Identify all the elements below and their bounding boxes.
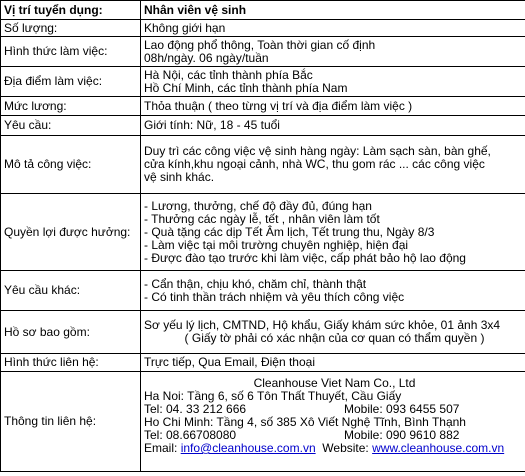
contact-info-value bbox=[141, 372, 525, 472]
benefits-label: Quyền lợi được hưởng: bbox=[1, 194, 141, 271]
hcm-address: Ho Chi Minh: Tầng 4, số 385 Xô Viết Nghệ Tĩnh, Bình Thạnh bbox=[144, 415, 466, 429]
work-form-line: 08h/ngày. 06 ngày/tuần bbox=[144, 50, 269, 65]
description-line: vệ sinh khác. bbox=[144, 170, 215, 184]
website-link[interactable]: www.cleanhouse.com.vn bbox=[372, 441, 505, 455]
row-contact-form bbox=[1, 354, 525, 372]
row-location bbox=[1, 67, 525, 97]
other-requirements-label: Yêu cầu khác: bbox=[1, 271, 141, 311]
benefit-item: - Thưởng các ngày lễ, tết , nhân viên làm tốt bbox=[144, 211, 380, 226]
row-work-form bbox=[1, 37, 525, 67]
other-requirement-item: - Cẩn thận, chịu khó, chăm chỉ, thành thật bbox=[144, 276, 367, 291]
description-line: cửa kính,khu ngoại cảnh, nhà WC, thu gom rác ... các công việc bbox=[144, 157, 485, 171]
work-form-line: Lao động phổ thông, Toàn thời gian cố định bbox=[144, 37, 376, 52]
benefit-item: - Quà tặng các dịp Tết Âm lịch, Tết trung thu, Ngày 8/3 bbox=[144, 224, 435, 239]
hanoi-tel: Tel: 04. 33 212 666 bbox=[144, 402, 247, 416]
website-label: Website: bbox=[322, 441, 369, 455]
position-value: Nhân viên vệ sinh bbox=[141, 1, 525, 20]
benefit-item: - Được đào tạo trước khi làm việc, cấp phát bảo hộ lao động bbox=[144, 250, 466, 265]
row-contact-info bbox=[1, 372, 525, 472]
row-quantity bbox=[1, 20, 525, 37]
requirement-label: Yêu cầu: bbox=[1, 116, 141, 136]
email-website-line bbox=[144, 442, 525, 455]
contact-info-label: Thông tin liên hệ: bbox=[1, 372, 141, 472]
documents-note: ( Giấy tờ phải có xác nhận của cơ quan có thẩm quyền ) bbox=[184, 331, 485, 345]
contact-form-label: Hình thức liên hệ: bbox=[1, 354, 141, 372]
description-label: Mô tả công việc: bbox=[1, 136, 141, 194]
row-other-requirements bbox=[1, 271, 525, 311]
benefit-item: - Làm việc tại môi trường chuyên nghiệp, hiện đại bbox=[144, 237, 409, 252]
quantity-value: Không giới hạn bbox=[141, 20, 525, 37]
location-line: Hồ Chí Minh, các tỉnh thành phía Nam bbox=[144, 80, 348, 95]
quantity-label: Số lượng: bbox=[1, 20, 141, 37]
description-line: Duy trì các công việc vệ sinh hàng ngày: Làm sạch sàn, bàn ghế, bbox=[144, 144, 491, 158]
row-benefits bbox=[1, 194, 525, 271]
email-label: Email: bbox=[144, 441, 178, 455]
benefit-item: - Lương, thưởng, chế độ đầy đủ, đúng hạn bbox=[144, 198, 372, 213]
email-link[interactable]: info@cleanhouse.com.vn bbox=[180, 441, 316, 455]
location-label: Địa điểm làm việc: bbox=[1, 67, 141, 97]
row-salary bbox=[1, 97, 525, 116]
position-label: Vị trí tuyển dụng: bbox=[1, 1, 141, 20]
row-description bbox=[1, 136, 525, 194]
salary-value: Thỏa thuận ( theo từng vị trí và địa điểm làm việc ) bbox=[141, 97, 525, 116]
company-name: Cleanhouse Viet Nam Co., Ltd bbox=[253, 376, 416, 390]
hanoi-address: Ha Noi: Tầng 6, số 6 Tôn Thất Thuyết, Cầu Giấy bbox=[144, 389, 402, 403]
salary-label: Mức lương: bbox=[1, 97, 141, 116]
row-position bbox=[1, 1, 525, 20]
documents-label: Hồ sơ bao gồm: bbox=[1, 311, 141, 354]
location-line: Hà Nội, các tỉnh thành phía Bắc bbox=[144, 67, 313, 82]
hanoi-mobile: Mobile: 093 6455 507 bbox=[344, 402, 460, 416]
hcm-tel: Tel: 08.66708080 bbox=[144, 428, 237, 442]
location-value bbox=[141, 67, 525, 97]
other-requirements-value bbox=[141, 271, 525, 311]
other-requirement-item: - Có tinh thần trách nhiệm và yêu thích công việc bbox=[144, 289, 405, 304]
row-requirement bbox=[1, 116, 525, 136]
description-value bbox=[141, 136, 525, 194]
documents-value bbox=[141, 311, 525, 354]
work-form-label: Hình thức làm việc: bbox=[1, 37, 141, 67]
work-form-value bbox=[141, 37, 525, 67]
requirement-value: Giới tính: Nữ, 18 - 45 tuổi bbox=[141, 116, 525, 136]
documents-line: Sơ yếu lý lịch, CMTND, Hộ khẩu, Giấy khám sức khỏe, 01 ảnh 3x4 bbox=[144, 318, 501, 332]
contact-form-value: Trực tiếp, Qua Email, Điện thoại bbox=[141, 354, 525, 372]
benefits-value bbox=[141, 194, 525, 271]
row-documents bbox=[1, 311, 525, 354]
hcm-mobile: Mobile: 090 9610 882 bbox=[344, 428, 460, 442]
